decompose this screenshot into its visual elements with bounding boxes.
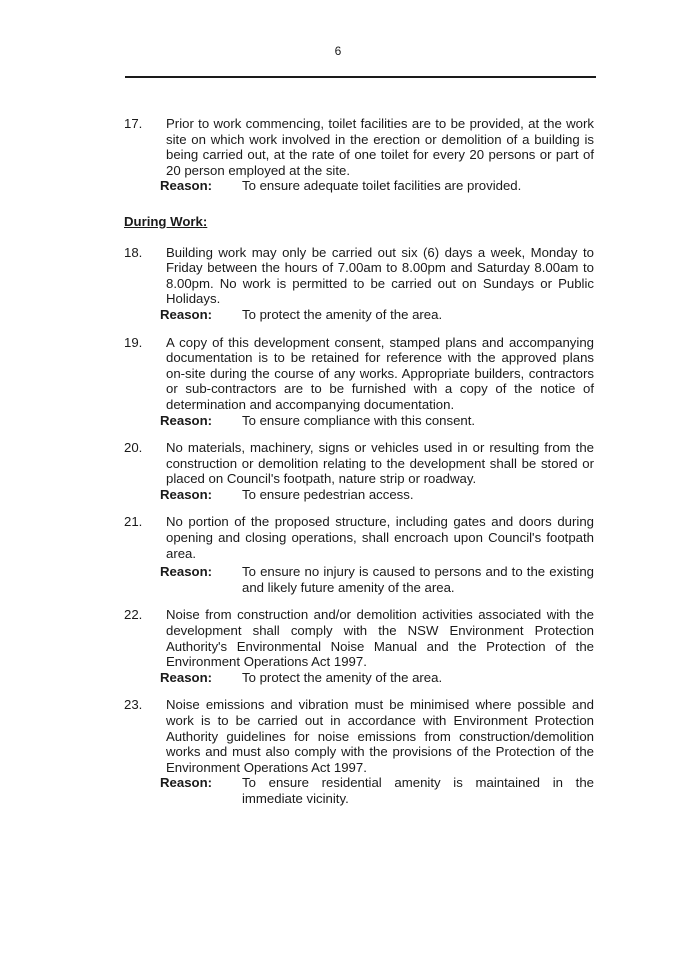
reason-text: To ensure compliance with this consent.: [242, 412, 476, 428]
reason-text: To protect the amenity of the area.: [242, 306, 443, 322]
reason-text: To ensure pedestrian access.: [242, 486, 414, 502]
clause-number: 19.: [124, 334, 143, 350]
clause-text: No materials, machinery, signs or vehicles used in or resulting from the construction or demolition relating to the development shall be stored or placed on Council's footpath, nature strip or roadway.: [166, 440, 594, 487]
reason-label: Reason:: [160, 178, 213, 194]
clause-number: 21.: [124, 514, 143, 530]
reason-label: Reason:: [160, 564, 213, 580]
reason-line: [160, 487, 594, 503]
clause-21: [124, 514, 594, 595]
clause-number: 17.: [124, 116, 143, 131]
reason-line: [160, 564, 594, 595]
clause-text: Building work may only be carried out six (6) days a week, Monday to Friday between the hours of 7.00am to 8.00pm and Saturday 8.00am to 8.00pm. No work is permitted to be carried out on Sundays or Public Holidays.: [166, 244, 594, 307]
clause-17: [124, 116, 594, 194]
clause-number: 18.: [124, 244, 143, 260]
clause-19: [124, 335, 594, 429]
reason-label: Reason:: [160, 669, 213, 685]
clause-number: 23.: [124, 697, 143, 713]
clause-18: [124, 245, 594, 323]
reason-line: [160, 307, 594, 323]
clause-text: Noise from construction and/or demolition activities associated with the development shall comply with the NSW Environment Protection Authority's Environmental Noise Manual and the Protection of the Environment Operations Act 1997.: [166, 607, 594, 670]
clause-22: [124, 607, 594, 685]
reason-label: Reason:: [160, 306, 213, 322]
page-number: 6: [334, 44, 342, 58]
reason-text: To protect the amenity of the area.: [242, 669, 443, 685]
reason-line: [160, 178, 594, 194]
reason-line: [160, 775, 594, 806]
clause-text: No portion of the proposed structure, including gates and doors during opening and closing operations, shall encroach upon Council's footpath area.: [166, 514, 594, 561]
clause-text: Prior to work commencing, toilet facilities are to be provided, at the work site on which work involved in the erection or demolition of a building is being carried out, at the rate of one toilet for every 20 persons or part of 20 person employed at the site.: [166, 116, 594, 178]
reason-text: To ensure adequate toilet facilities are provided.: [242, 178, 522, 194]
clause-23: [124, 697, 594, 806]
clause-text: Noise emissions and vibration must be minimised where possible and work is to be carried out in accordance with Environment Protection Authority guidelines for noise emissions from construction/demolition works and must also comply with the provisions of the Protection of the Environment Operations Act 1997.: [166, 697, 594, 775]
section-heading: During Work:: [124, 213, 208, 229]
clause-text: A copy of this development consent, stamped plans and accompanying documentation is to be retained for reference with the approved plans on-site during the course of any works. Appropriate builders, contractors or sub-contractors are to be furnished with a copy of the notice of determination and accompanying documentation.: [166, 334, 594, 412]
reason-text: To ensure no injury is caused to persons and to the existing and likely future amenity of the area.: [242, 564, 594, 595]
section-heading-text: During Work: [124, 213, 203, 229]
reason-text: To ensure residential amenity is maintained in the immediate vicinity.: [242, 775, 594, 806]
clause-number: 22.: [124, 607, 143, 623]
clause-number: 20.: [124, 440, 143, 456]
clause-20: [124, 440, 594, 502]
reason-label: Reason:: [160, 412, 213, 428]
document-body: [124, 116, 594, 819]
header-rule: [125, 76, 596, 78]
reason-line: [160, 670, 594, 686]
reason-label: Reason:: [160, 486, 213, 502]
reason-label: Reason:: [160, 775, 213, 791]
reason-line: [160, 413, 594, 429]
